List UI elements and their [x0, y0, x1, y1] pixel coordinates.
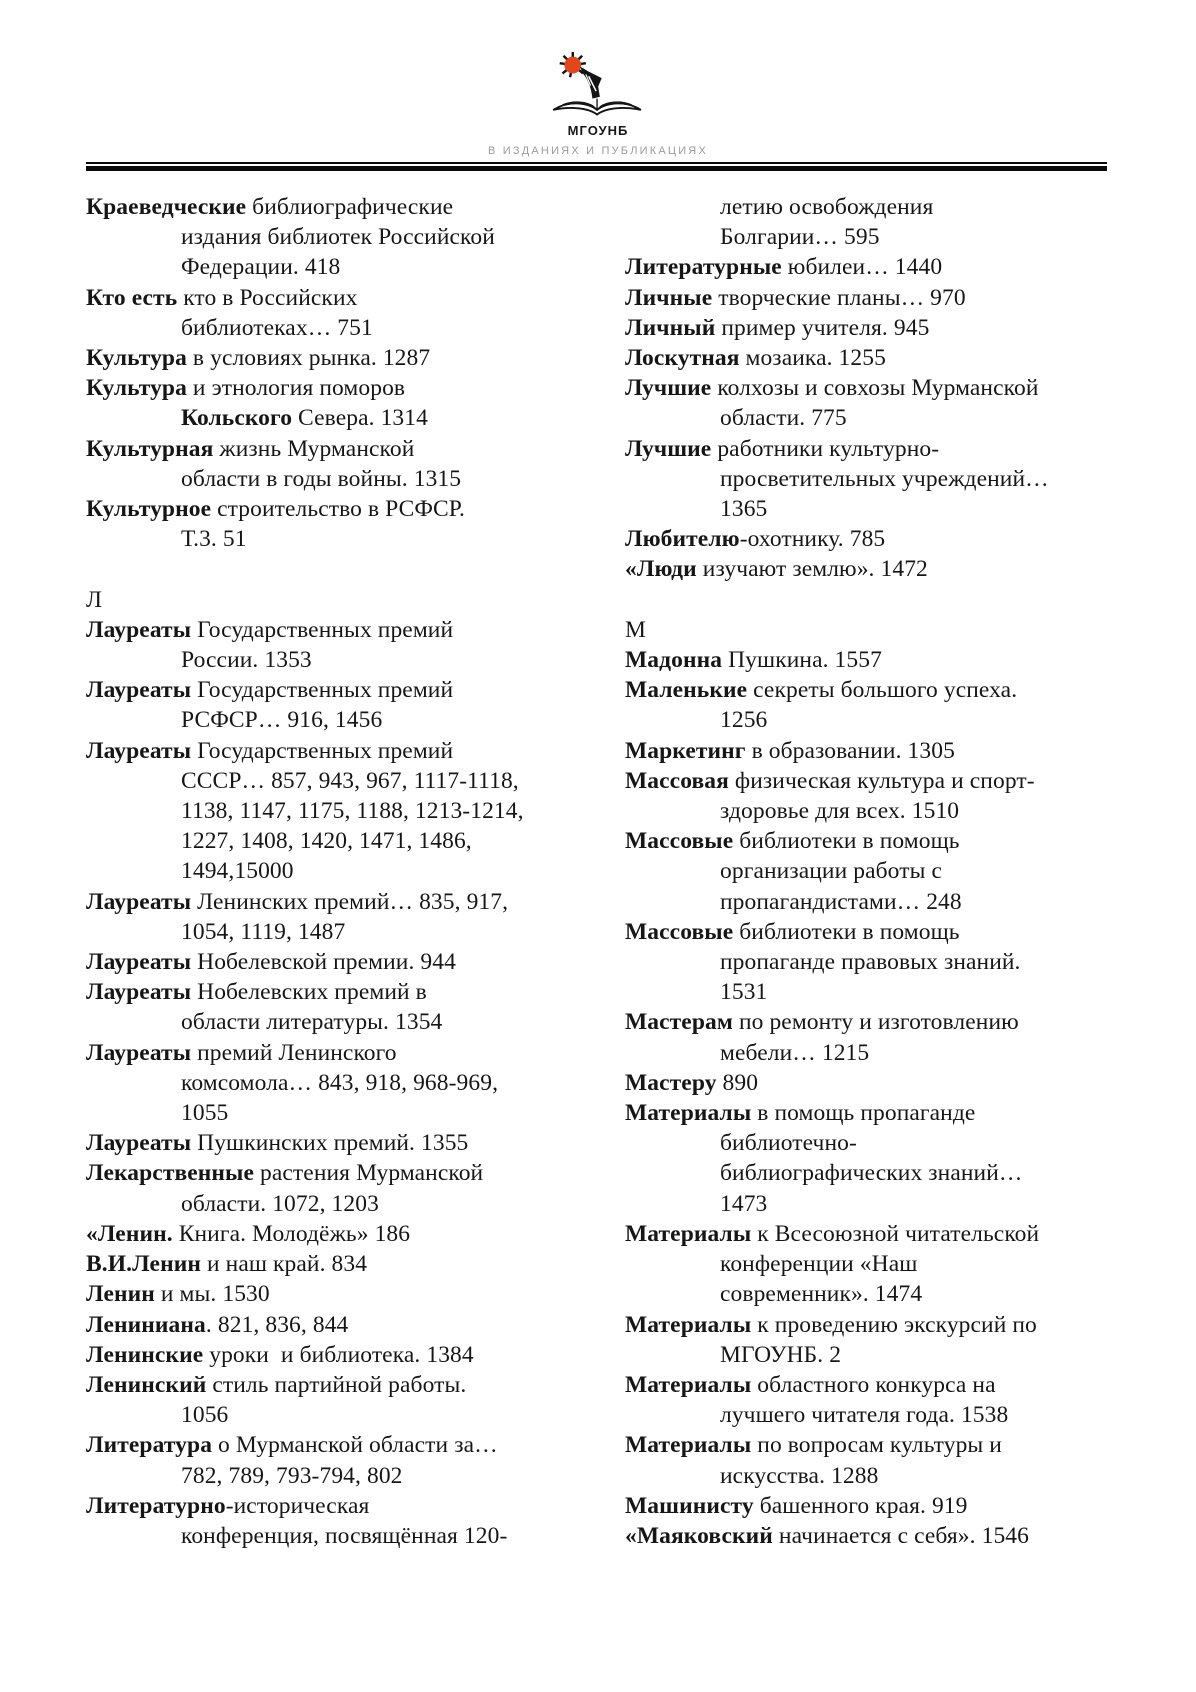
- index-entry-text: здоровье для всех. 1510: [720, 798, 960, 825]
- index-entry-text: организации работы с: [720, 858, 942, 885]
- index-entry-text: -охотнику. 785: [739, 526, 886, 553]
- index-entry-text: Федерации. 418: [181, 254, 341, 281]
- index-headword: Мадонна: [625, 647, 723, 674]
- index-headword: Материалы: [625, 1220, 752, 1247]
- index-line: [625, 283, 1112, 313]
- index-line: [86, 1521, 586, 1551]
- index-headword: Машинисту: [625, 1492, 754, 1519]
- index-headword: Материалы: [625, 1371, 752, 1398]
- index-entry-text: области. 1072, 1203: [181, 1190, 379, 1217]
- index-entry-text: конференции «Наш: [720, 1251, 918, 1278]
- index-line: [86, 645, 586, 675]
- index-entry-text: колхозы и совхозы Мурманской: [711, 375, 1039, 402]
- index-line: [625, 1491, 1112, 1521]
- index-entry-text: по вопросам культуры и: [751, 1432, 1002, 1459]
- index-line: [86, 826, 586, 856]
- index-line: [625, 1340, 1112, 1370]
- index-entry-text: Болгарии… 595: [720, 224, 880, 251]
- index-entry-text: областного конкурса на: [751, 1371, 996, 1398]
- index-line: [625, 1370, 1112, 1400]
- index-headword: Литературные: [625, 254, 782, 281]
- index-entry-text: по ремонту и изготовлению: [732, 1009, 1019, 1036]
- index-line: [86, 947, 586, 977]
- index-headword: Краеведческие: [86, 194, 247, 220]
- index-headword: Лауреаты: [86, 979, 192, 1006]
- index-line: [86, 192, 586, 222]
- index-line: [86, 736, 586, 766]
- index-line: [625, 705, 1112, 735]
- index-entry-text: библиографические: [246, 194, 454, 220]
- index-line: [625, 343, 1112, 373]
- index-entry-text: искусства. 1288: [720, 1462, 879, 1489]
- index-entry-text: и этнология поморов: [186, 375, 406, 402]
- index-line: [86, 252, 586, 282]
- index-entry-text: МГОУНБ. 2: [720, 1341, 842, 1368]
- index-entry-text: пример учителя. 945: [715, 314, 930, 341]
- index-headword: Ленинские: [86, 1341, 204, 1368]
- index-line: [625, 856, 1112, 886]
- index-line: [86, 343, 586, 373]
- reindeer-book-sun-icon: [542, 52, 654, 122]
- index-line: [625, 434, 1112, 464]
- index-headword: Лауреаты: [86, 737, 192, 764]
- index-entry-text: 1227, 1408, 1420, 1471, 1486,: [181, 828, 472, 855]
- index-line: [625, 736, 1112, 766]
- index-headword: Любителю: [625, 526, 740, 553]
- index-entry-text: в образовании. 1305: [745, 737, 955, 764]
- index-headword: Культурное: [86, 496, 212, 523]
- index-line: [86, 373, 586, 403]
- index-line: [625, 1310, 1112, 1340]
- index-entry-text: Л: [86, 586, 103, 613]
- index-line: [625, 222, 1112, 252]
- index-entry-text: 1056: [181, 1402, 229, 1429]
- index-line: [625, 494, 1112, 524]
- index-line: [86, 1370, 586, 1400]
- index-line: [86, 1279, 586, 1309]
- index-line: [86, 796, 586, 826]
- index-line: [625, 1158, 1112, 1188]
- index-headword: Ленин: [86, 1281, 155, 1308]
- index-line: [86, 705, 586, 735]
- index-headword: Лоскутная: [625, 345, 740, 372]
- index-line: [625, 1038, 1112, 1068]
- index-entry-text: Государственных премий: [191, 616, 454, 643]
- index-headword: Маркетинг: [625, 737, 746, 764]
- index-line: [86, 615, 586, 645]
- index-entry-text: мебели… 1215: [720, 1039, 870, 1066]
- index-headword: Кто есть: [86, 284, 178, 311]
- index-line: [86, 1158, 586, 1188]
- index-entry-text: Нобелевских премий в: [191, 979, 427, 1006]
- index-line: [86, 1249, 586, 1279]
- index-line: [625, 252, 1112, 282]
- index-line: [625, 1098, 1112, 1128]
- index-entry-text: библиотеки в помощь: [733, 918, 960, 945]
- index-headword: Лауреаты: [86, 888, 192, 915]
- index-line: [625, 826, 1112, 856]
- index-entry-text: юбилеи… 1440: [781, 254, 943, 281]
- index-body: [0, 192, 1196, 1551]
- index-line: [86, 1491, 586, 1521]
- index-line: [625, 1249, 1112, 1279]
- index-blank-line: [625, 585, 1112, 615]
- index-entry-text: 1494,15000: [181, 858, 294, 885]
- index-headword: Лауреаты: [86, 1130, 192, 1157]
- index-entry-text: 1531: [720, 979, 768, 1006]
- index-column-right: [625, 192, 1112, 1551]
- index-entry-text: библиотечно-: [720, 1130, 857, 1157]
- index-entry-text: 1055: [181, 1100, 229, 1127]
- index-line: [625, 524, 1112, 554]
- index-entry-text: физическая культура и спорт-: [728, 767, 1035, 794]
- index-line: [86, 1310, 586, 1340]
- index-entry-text: работники культурно-: [711, 435, 940, 462]
- index-headword: Личный: [625, 314, 716, 341]
- index-headword: Массовые: [625, 828, 734, 855]
- index-headword: Лауреаты: [86, 677, 192, 704]
- index-line: [86, 434, 586, 464]
- index-entry-text: в помощь пропаганде: [751, 1100, 976, 1127]
- index-entry-text: Пушкинских премий. 1355: [191, 1130, 469, 1157]
- index-entry-text: мозаика. 1255: [739, 345, 886, 372]
- index-line: [625, 192, 1112, 222]
- index-entry-text: М: [625, 616, 646, 643]
- index-entry-text: современник». 1474: [720, 1281, 923, 1308]
- index-line: [625, 615, 1112, 645]
- index-headword: Литературно: [86, 1492, 226, 1519]
- index-entry-text: секреты большого успеха.: [747, 677, 1018, 704]
- index-entry-text: 1365: [720, 496, 768, 523]
- index-line: [625, 1128, 1112, 1158]
- index-headword: Лучшие: [625, 375, 712, 402]
- index-line: [625, 1219, 1112, 1249]
- index-entry-text: уроки и библиотека. 1384: [203, 1341, 474, 1368]
- index-headword: Кольского: [181, 405, 293, 432]
- index-line: [86, 887, 586, 917]
- index-line: [86, 1461, 586, 1491]
- index-entry-text: 1256: [720, 707, 768, 734]
- index-headword: Материалы: [625, 1432, 752, 1459]
- index-entry-text: и мы. 1530: [154, 1281, 270, 1308]
- index-entry-text: просветительных учреждений…: [720, 465, 1049, 492]
- index-entry-text: премий Ленинского: [191, 1039, 397, 1066]
- index-entry-text: Государственных премий: [191, 737, 454, 764]
- index-line: [86, 675, 586, 705]
- index-headword: Культурная: [86, 435, 214, 462]
- index-line: [86, 585, 586, 615]
- index-headword: Личные: [625, 284, 713, 311]
- index-line: [625, 403, 1112, 433]
- index-entry-text: в условиях рынка. 1287: [186, 345, 431, 372]
- index-entry-text: издания библиотек Российской: [181, 224, 495, 251]
- index-line: [625, 1521, 1112, 1551]
- index-headword: В.И.Ленин: [86, 1251, 202, 1278]
- index-line: [625, 313, 1112, 343]
- index-line: [86, 1128, 586, 1158]
- index-line: [86, 766, 586, 796]
- index-entry-text: конференция, посвящённая 120-: [181, 1522, 508, 1549]
- index-headword: Лауреаты: [86, 1039, 192, 1066]
- index-headword: Лениниана: [86, 1311, 206, 1338]
- index-entry-text: . 821, 836, 844: [205, 1311, 349, 1338]
- index-line: [86, 1219, 586, 1249]
- index-entry-text: -историческая: [225, 1492, 370, 1519]
- library-masthead: [0, 0, 1196, 171]
- index-headword: Мастерам: [625, 1009, 733, 1036]
- index-line: [86, 1340, 586, 1370]
- index-entry-text: 1473: [720, 1190, 768, 1217]
- index-line: [625, 645, 1112, 675]
- index-headword: Лауреаты: [86, 616, 192, 643]
- index-entry-text: Т.3. 51: [181, 526, 247, 553]
- index-entry-text: России. 1353: [181, 647, 312, 674]
- index-headword: Маленькие: [625, 677, 748, 704]
- index-line: [625, 1007, 1112, 1037]
- index-entry-text: комсомола… 843, 918, 968-969,: [181, 1069, 499, 1096]
- index-entry-text: области. 775: [720, 405, 847, 432]
- index-entry-text: 782, 789, 793-794, 802: [181, 1462, 403, 1489]
- index-entry-text: изучают землю». 1472: [696, 556, 928, 583]
- index-entry-text: пропагандистами… 248: [720, 888, 962, 915]
- index-line: [625, 796, 1112, 826]
- index-headword: Лекарственные: [86, 1160, 255, 1187]
- index-entry-text: Пушкина. 1557: [722, 647, 882, 674]
- masthead-divider: [86, 162, 1107, 171]
- library-abbreviation: МГОУНБ: [567, 123, 629, 138]
- index-entry-text: кто в Российских: [177, 284, 358, 311]
- index-headword: Мастеру: [625, 1069, 717, 1096]
- index-entry-text: библиографических знаний…: [720, 1160, 1023, 1187]
- index-entry-text: 1054, 1119, 1487: [181, 918, 346, 945]
- sun-disc: [564, 57, 581, 74]
- index-line: [86, 1430, 586, 1460]
- index-line: [86, 1068, 586, 1098]
- index-entry-text: Книга. Молодёжь» 186: [172, 1220, 411, 1247]
- index-line: [86, 494, 586, 524]
- index-line: [86, 1189, 586, 1219]
- index-entry-text: пропаганде правовых знаний.: [720, 949, 1021, 976]
- library-logo-emblem: [0, 52, 1196, 138]
- index-headword: «Ленин.: [86, 1220, 173, 1247]
- index-entry-text: 890: [716, 1069, 759, 1096]
- index-line: [86, 977, 586, 1007]
- index-headword: Культура: [86, 345, 187, 372]
- index-line: [86, 917, 586, 947]
- index-line: [86, 313, 586, 343]
- index-entry-text: Нобелевской премии. 944: [191, 949, 456, 976]
- index-headword: Материалы: [625, 1311, 752, 1338]
- index-blank-line: [86, 554, 586, 584]
- index-entry-text: Севера. 1314: [292, 405, 428, 432]
- index-line: [86, 1098, 586, 1128]
- index-headword: Культура: [86, 375, 187, 402]
- index-line: [86, 1400, 586, 1430]
- index-line: [625, 1279, 1112, 1309]
- index-entry-text: летию освобождения: [720, 194, 934, 220]
- index-line: [625, 675, 1112, 705]
- index-headword: Материалы: [625, 1100, 752, 1127]
- index-line: [625, 977, 1112, 1007]
- index-entry-text: области в годы войны. 1315: [181, 465, 462, 492]
- index-entry-text: и наш край. 834: [201, 1251, 368, 1278]
- index-entry-text: башенного края. 919: [753, 1492, 968, 1519]
- index-line: [625, 766, 1112, 796]
- index-entry-text: стиль партийной работы.: [206, 1371, 467, 1398]
- index-line: [86, 283, 586, 313]
- index-entry-text: лучшего читателя года. 1538: [720, 1402, 1009, 1429]
- index-entry-text: к Всесоюзной читательской: [751, 1220, 1040, 1247]
- index-headword: «Маяковский: [625, 1522, 773, 1549]
- index-headword: Лауреаты: [86, 949, 192, 976]
- index-line: [625, 554, 1112, 584]
- index-line: [86, 1007, 586, 1037]
- index-entry-text: СССР… 857, 943, 967, 1117-1118,: [181, 767, 519, 794]
- index-line: [86, 856, 586, 886]
- index-line: [625, 887, 1112, 917]
- masthead-tagline: В ИЗДАНИЯХ И ПУБЛИКАЦИЯХ: [488, 145, 708, 157]
- index-entry-text: начинается с себя». 1546: [772, 1522, 1029, 1549]
- index-column-left: [86, 192, 586, 1551]
- index-line: [625, 1068, 1112, 1098]
- index-entry-text: о Мурманской области за…: [212, 1432, 498, 1459]
- index-headword: Ленинский: [86, 1371, 207, 1398]
- index-entry-text: библиотеки в помощь: [733, 828, 960, 855]
- index-line: [625, 1189, 1112, 1219]
- index-headword: «Люди: [625, 556, 697, 583]
- index-entry-text: строительство в РСФСР.: [211, 496, 466, 523]
- index-entry-text: 1138, 1147, 1175, 1188, 1213-1214,: [181, 798, 524, 825]
- index-entry-text: растения Мурманской: [254, 1160, 484, 1187]
- index-headword: Массовая: [625, 767, 729, 794]
- index-line: [86, 464, 586, 494]
- index-line: [625, 917, 1112, 947]
- index-line: [625, 1461, 1112, 1491]
- index-entry-text: творческие планы… 970: [712, 284, 966, 311]
- index-headword: Массовые: [625, 918, 734, 945]
- index-headword: Лучшие: [625, 435, 712, 462]
- index-entry-text: жизнь Мурманской: [213, 435, 415, 462]
- index-entry-text: Государственных премий: [191, 677, 454, 704]
- index-line: [625, 373, 1112, 403]
- index-line: [625, 1400, 1112, 1430]
- index-line: [625, 464, 1112, 494]
- index-line: [86, 403, 586, 433]
- index-headword: Литература: [86, 1432, 213, 1459]
- index-entry-text: к проведению экскурсий по: [751, 1311, 1037, 1338]
- index-line: [86, 1038, 586, 1068]
- index-line: [86, 524, 586, 554]
- index-entry-text: РСФСР… 916, 1456: [181, 707, 383, 734]
- index-entry-text: библиотеках… 751: [181, 314, 373, 341]
- index-line: [625, 947, 1112, 977]
- index-entry-text: Ленинских премий… 835, 917,: [191, 888, 509, 915]
- index-line: [86, 222, 586, 252]
- index-line: [625, 1430, 1112, 1460]
- index-entry-text: области литературы. 1354: [181, 1009, 443, 1036]
